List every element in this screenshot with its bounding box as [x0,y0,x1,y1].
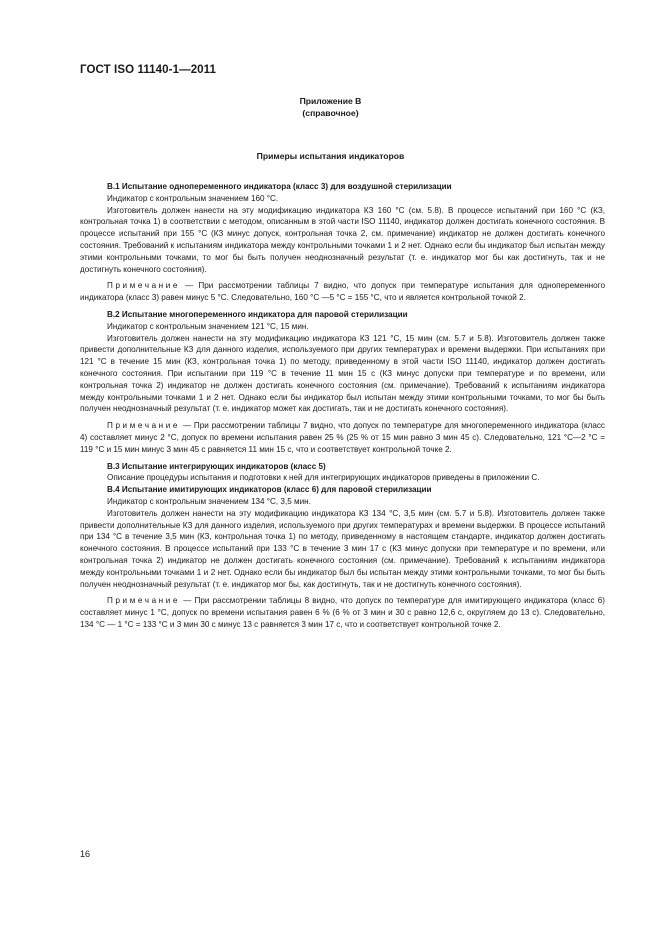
section-title: Примеры испытания индикаторов [256,151,405,161]
document-body [80,181,605,631]
appendix-subtitle: (справочное) [302,108,359,118]
note [80,280,605,304]
note-text: — При рассмотрении таблицы 8 видно, что допуск по температуре для имитирующего индикатора (класс 6) составляет минус 1 °С, допуск по времени испытания равен 6 % (6 % от 3 мин и 30 с равно 12,6 с, округляем до 13 с). Следовательно, 134 °С — 1 °С = 133 °С и 3 мин 30 с минус 13 с равняется 3 мин 17 с, что и соответствует контрольной точке 2. [80,596,605,629]
standard-header: ГОСТ ISO 11140-1—2011 [80,64,217,76]
section-heading: В.4 Испытание имитирующих индикаторов (класс 6) для паровой стерилизации [107,485,432,495]
note-label: Примечание [107,421,181,431]
paragraph: Индикатор с контрольным значением 160 °С. [107,193,279,203]
note [80,595,605,630]
paragraph: Индикатор с контрольным значением 121 °С, 15 мин. [107,321,309,331]
note-text: — При рассмотрении таблицы 7 видно, что допуск при температуре испытания для однопеременного индикатора (класс 3) равен минус 5 °С. Следовательно, 160 °С —5 °С = 155 °С, что и является контрольной точкой 2. [80,281,605,303]
paragraph: Описание процедуры испытания и подготовки к ней для интегрирующих индикаторов приведены в приложении С. [107,473,540,483]
section-heading: В.2 Испытание многопеременного индикатора для паровой стерилизации [107,309,408,319]
section-heading: В.1 Испытание однопеременного индикатора (класс 3) для воздушной стерилизации [107,182,452,191]
paragraph: Изготовитель должен нанести на эту модификацию индикатора КЗ 121 °С, 15 мин (см. 5.7 и 5.8). Изготовитель должен также привести дополнительные КЗ для данного изделия, используемого при других температурах и времени выдержки. При испытаниях при 121 °С в течение 15 мин (КЗ, контрольная точка 1) по методу, приведенному в этой части ISO 11140, индикатор должен достигать конечного состояния. При испытании при 119 °С в течение 11 мин 15 с (КЗ минус допуски при температуре и по времени, или контрольная точка 2) индикатор не должен достигать конечного состояния (см. примечание). Требований к испытаниям индикатора между контрольными точками 1 и 2 нет. Однако если бы индикатор был испытан между этими контрольными точками, то мог бы быть получен неоднозначный результат (т. е. индикатор может как достигать, так и не достигать конечного состояния). [80,333,605,414]
note-text: — При рассмотрении таблицы 7 видно, что допуск по температуре для многопеременного индикатора (класс 4) составляет минус 2 °С, допуск по времени испытания равен 25 % (25 % от 15 мин равно 3 мин 45 с). Следовательно, 121 °С—2 °С = 119 °С и 15 мин минус 3 мин 45 с равняется 11 мин 15 с, что и соответствует контрольной точке 2. [80,421,605,454]
paragraph: Изготовитель должен нанести на эту модификацию индикатора КЗ 160 °С (см. 5.8). В процессе испытаний при 160 °С (КЗ, контрольная точка 1) в соответствии с методом, описанным в этой части ISO 11140, индикатор должен достигать конечного состояния. В процессе испытаний при 155 °С (КЗ минус допуск, контрольная точка 2, см. примечание) индикатор не должен достигать конечного состояния. Требований к испытаниям индикатора между контрольными точками 1 и 2 нет. Однако если бы индикатор был испытан между этими контрольными точками, то мог бы быть получен неоднозначный результат (т. е. индикатор мог бы как достигнуть, так и не достигнуть конечного состояния). [80,205,605,274]
appendix-title: Приложение В [299,96,362,106]
note-label: Примечание [107,281,181,291]
section-heading: В.3 Испытание интегрирующих индикаторов (класс 5) [107,461,326,471]
page-number: 16 [80,849,91,859]
note [80,420,605,455]
note-label: Примечание [107,596,181,606]
paragraph: Индикатор с контрольным значением 134 °С, 3,5 мин. [107,496,311,506]
paragraph: Изготовитель должен нанести на эту модификацию индикатора КЗ 134 °С, 3,5 мин (см. 5.7 и 5.8). Изготовитель должен также привести дополнительные КЗ для данного изделия, используемого при других температурах и времени выдержки. В процессе испытаний при 134 °С в течение 3,5 мин (КЗ, контрольная точка 1) по методу, приведенному в настоящем стандарте, индикатор должен достигать конечного состояния. В процессе испытаний при 133 °С в течение 3 мин 17 с (КЗ минус допуски при температуре и по времени, или контрольная точка 2) индикатор не должен достигать конечного состояния (см. примечание). Требований к испытаниям индикатора между контрольными точками 1 и 2 нет. Однако если бы индикатор был бы испытан между этими контрольными точками, то мог бы быть получен неоднозначный результат (т. е. индикатор мог бы, как достигнуть, так и не достигнуть конечного состояния). [80,508,605,589]
